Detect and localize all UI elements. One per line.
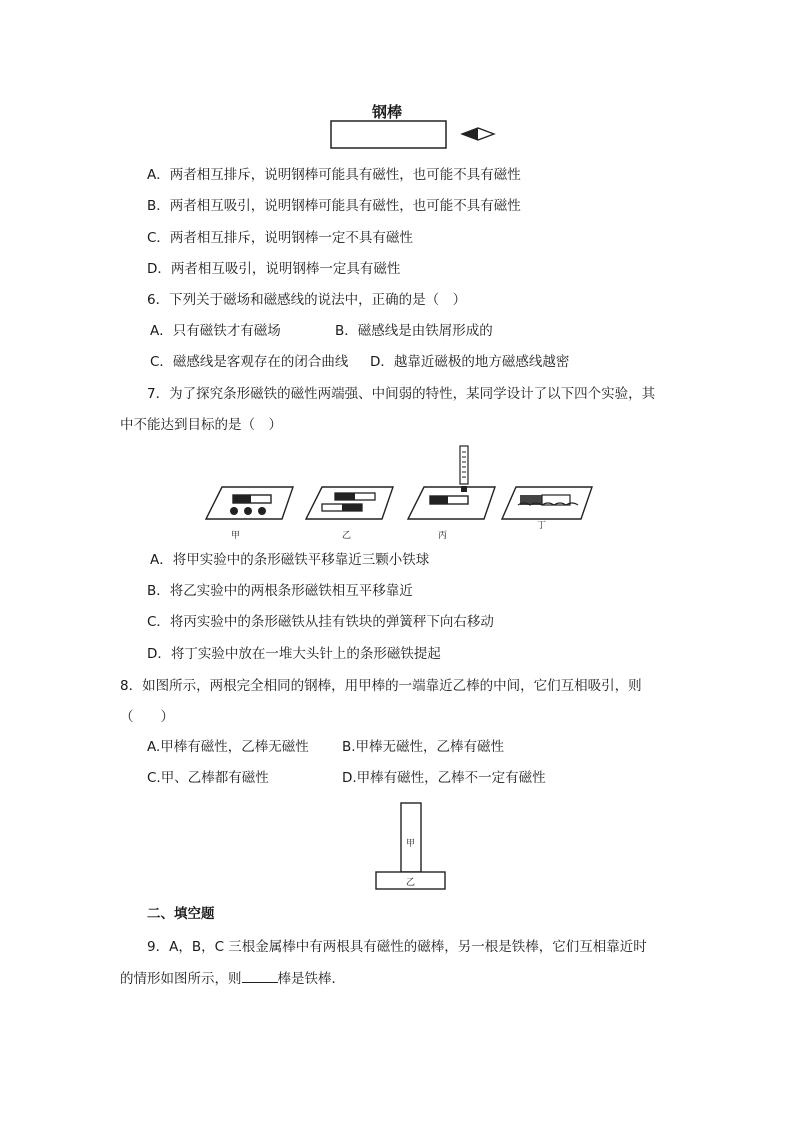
figure-label-yi: 乙	[342, 531, 352, 541]
experiment-bing	[408, 446, 495, 519]
q7-stem-line2: 中不能达到目标的是（ ）	[120, 417, 282, 433]
q7-option-c: C．将丙实验中的条形磁铁从挂有铁块的弹簧秤下向右移动	[147, 614, 494, 630]
steel-bar	[331, 121, 446, 148]
q8-option-c: C.甲、乙棒都有磁性	[147, 770, 269, 786]
q5-option-c: C．两者相互排斥，说明钢棒一定不具有磁性	[147, 230, 413, 246]
q9-line2-after: 棒是铁棒．	[277, 971, 345, 987]
q8-option-a: A.甲棒有磁性，乙棒无磁性	[147, 739, 309, 755]
q8-option-d: D.甲棒有磁性，乙棒不一定有磁性	[342, 770, 546, 786]
q7-stem-line1: 7．为了探究条形磁铁的磁性两端强、中间弱的特性，某同学设计了以下四个实验，其	[147, 386, 656, 402]
bar-jia-label: 甲	[406, 839, 416, 849]
q6-option-c: C．磁感线是客观存在的闭合曲线	[150, 354, 349, 370]
experiment-ding	[502, 487, 592, 519]
q6-option-a: A．只有磁铁才有磁场	[150, 323, 281, 339]
figure-label-jia: 甲	[231, 531, 241, 541]
figure-label-ding: 丁	[537, 521, 547, 531]
q8-option-b: B.甲棒无磁性，乙棒有磁性	[342, 739, 505, 755]
q9-line2	[120, 969, 345, 988]
bar-jia	[401, 803, 421, 872]
steel-bar-figure	[330, 120, 500, 152]
steel-bar-label: 钢棒	[372, 103, 403, 121]
q8-stem-line1: 8．如图所示，两根完全相同的钢棒，用甲棒的一端靠近乙棒的中间，它们互相吸引，则	[120, 678, 642, 694]
q7-option-a: A．将甲实验中的条形磁铁平移靠近三颗小铁球	[150, 552, 430, 568]
q5-option-d: D．两者相互吸引，说明钢棒一定具有磁性	[147, 261, 401, 277]
bar-yi-label: 乙	[406, 878, 416, 888]
q5-option-b: B．两者相互吸引，说明钢棒可能具有磁性，也可能不具有磁性	[147, 198, 521, 214]
experiment-jia	[206, 487, 293, 519]
q5-option-a: A．两者相互排斥，说明钢棒可能具有磁性，也可能不具有磁性	[147, 167, 521, 183]
experiment-yi	[306, 487, 393, 519]
section2-title: 二、填空题	[147, 906, 215, 922]
q6-option-d: D．越靠近磁极的地方磁感线越密	[370, 354, 570, 370]
q8-stem-line2: （ ）	[120, 709, 174, 725]
q7-option-d: D．将丁实验中放在一堆大头针上的条形磁铁提起	[147, 646, 441, 662]
q6-stem: 6．下列关于磁场和磁感线的说法中，正确的是（ ）	[147, 292, 467, 308]
q9-line2-before: 的情形如图所示，则	[120, 971, 242, 987]
q9-line1: 9．A，B，C 三根金属棒中有两根具有磁性的磁棒，另一根是铁棒，它们互相靠近时	[147, 939, 647, 955]
q6-option-b: B．磁感线是由铁屑形成的	[335, 323, 493, 339]
q8-bars-figure	[375, 802, 447, 892]
q9-answer-blank[interactable]	[242, 969, 278, 983]
q7-experiments-figure	[200, 444, 590, 544]
q7-option-b: B．将乙实验中的两根条形磁铁相互平移靠近	[147, 583, 413, 599]
figure-label-bing: 丙	[438, 531, 448, 541]
